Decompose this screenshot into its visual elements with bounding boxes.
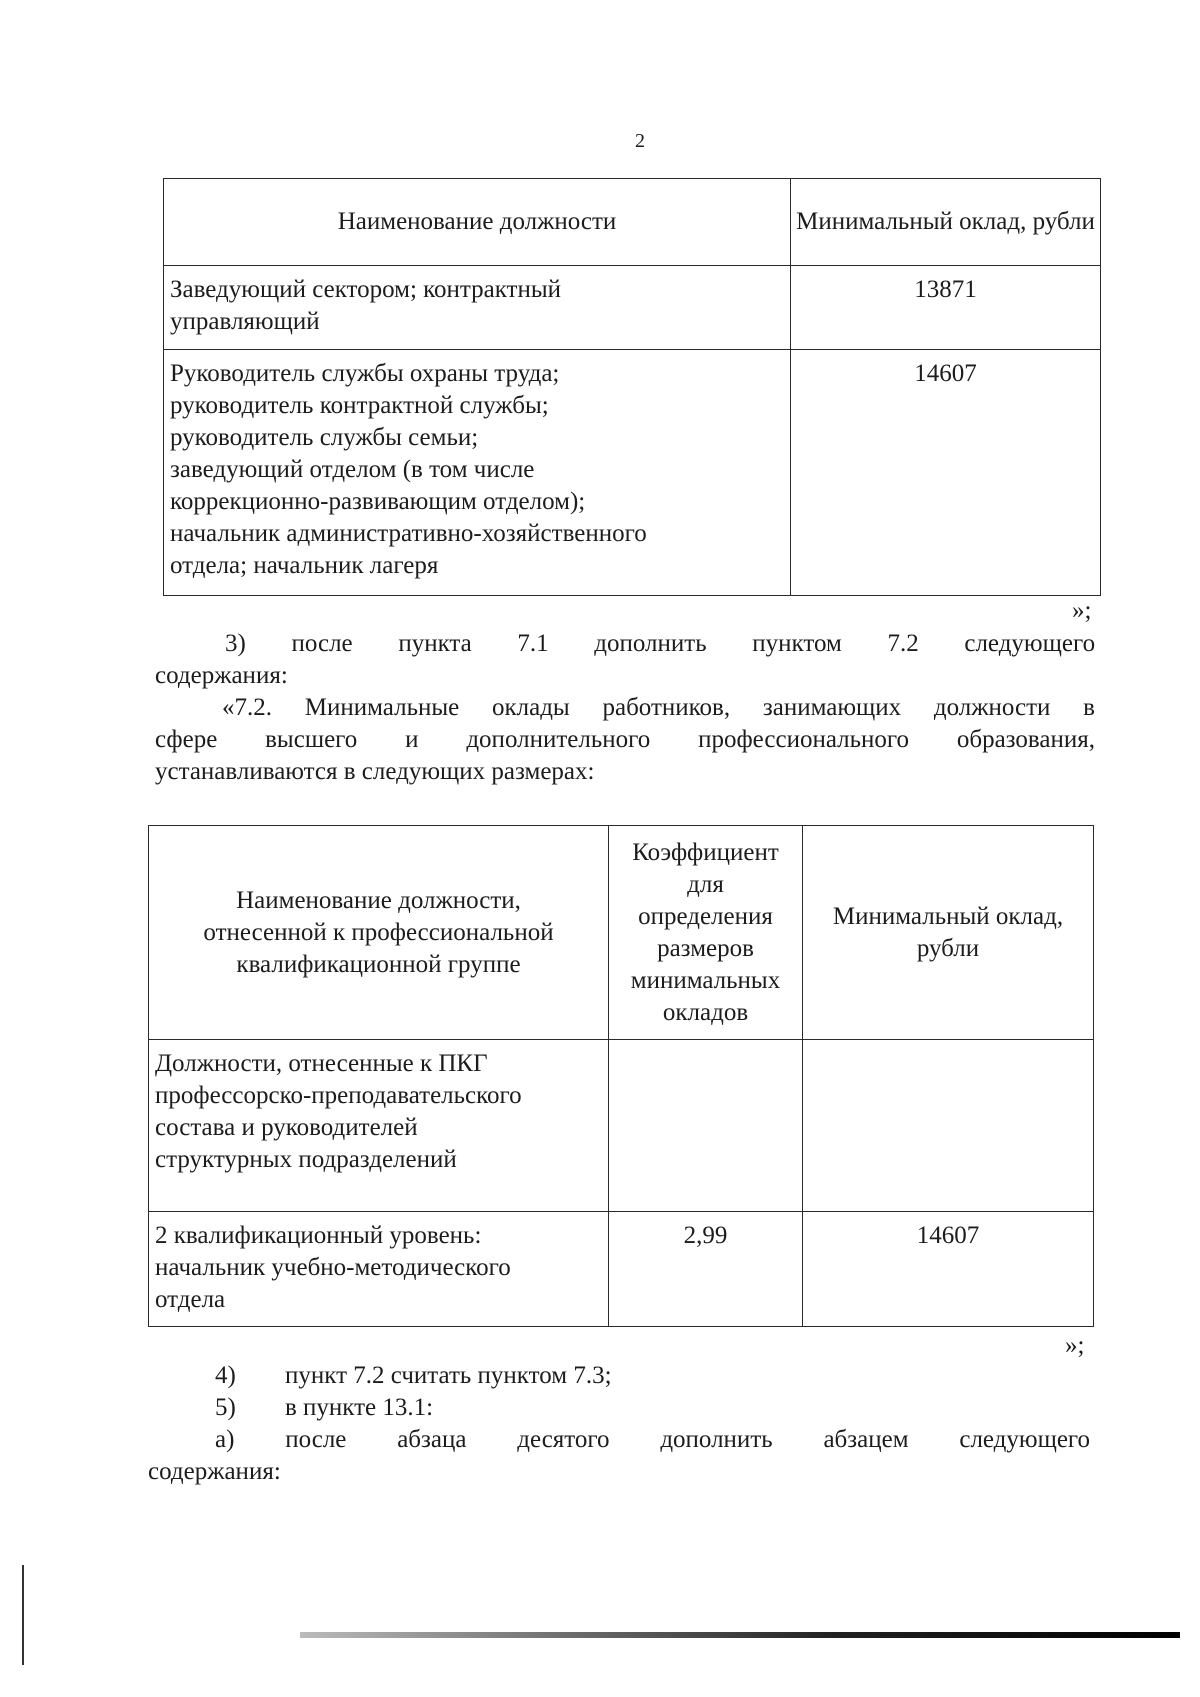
quote-close-1: »; xyxy=(1072,597,1092,624)
paragraph-7-2-line-1: «7.2. Минимальные оклады работников, занимающих должности в xyxy=(222,694,1095,721)
item-a-line-2: содержания: xyxy=(148,1458,281,1485)
item-3-line-2: содержания: xyxy=(155,662,288,689)
table-row xyxy=(164,350,1101,596)
cell-position: Заведующий сектором; контрактный управляющий xyxy=(164,266,791,350)
header-coefficient: Коэффициент для определения размеров минимальных окладов xyxy=(609,826,803,1040)
cell-salary xyxy=(803,1040,1094,1212)
item-3-line-1: 3) после пункта 7.1 дополнить пунктом 7.2 следующего xyxy=(225,630,1096,657)
cell-salary: 14607 xyxy=(803,1212,1094,1327)
paragraph-7-2-line-3: устанавливаются в следующих размерах: xyxy=(155,758,595,785)
cell-coefficient: 2,99 xyxy=(609,1212,803,1327)
table-header-row xyxy=(164,179,1101,266)
cell-position: 2 квалификационный уровень: начальник учебно-методического отдела xyxy=(149,1212,609,1327)
item-a-line-1: а) после абзаца десятого дополнить абзацем следующего xyxy=(215,1426,1091,1453)
cell-position: Должности, отнесенные к ПКГ профессорско-преподавательского состава и руководителей структурных подразделений xyxy=(149,1040,609,1212)
cell-salary: 14607 xyxy=(791,350,1101,596)
table-row xyxy=(164,266,1101,350)
header-salary: Минимальный оклад, рубли xyxy=(803,826,1094,1040)
table-header-row xyxy=(149,826,1094,1040)
table-row xyxy=(149,1040,1094,1212)
table-row xyxy=(149,1212,1094,1327)
quote-close-2: »; xyxy=(1065,1332,1085,1359)
cell-salary: 13871 xyxy=(791,266,1101,350)
header-position: Наименование должности xyxy=(164,179,791,266)
salary-table-2 xyxy=(148,825,1094,1327)
scan-edge-line xyxy=(22,1565,24,1665)
header-salary: Минимальный оклад, рубли xyxy=(791,179,1101,266)
item-5: 5) в пункте 13.1: xyxy=(215,1394,434,1421)
paragraph-7-2-line-2: сфере высшего и дополнительного профессионального образования, xyxy=(155,726,1095,753)
item-4: 4) пункт 7.2 считать пунктом 7.3; xyxy=(215,1362,612,1389)
salary-table-1 xyxy=(163,178,1101,596)
cell-coefficient xyxy=(609,1040,803,1212)
scan-bottom-line xyxy=(300,1632,1180,1638)
page-number: 2 xyxy=(635,130,645,152)
cell-position: Руководитель службы охраны труда; руководитель контрактной службы; руководитель службы семьи; заведующий отделом (в том числе коррекционно-развивающим отделом); начальник административно-хозяйственного отдела; начальник лагеря xyxy=(164,350,791,596)
header-position: Наименование должности, отнесенной к профессиональной квалификационной группе xyxy=(149,826,609,1040)
